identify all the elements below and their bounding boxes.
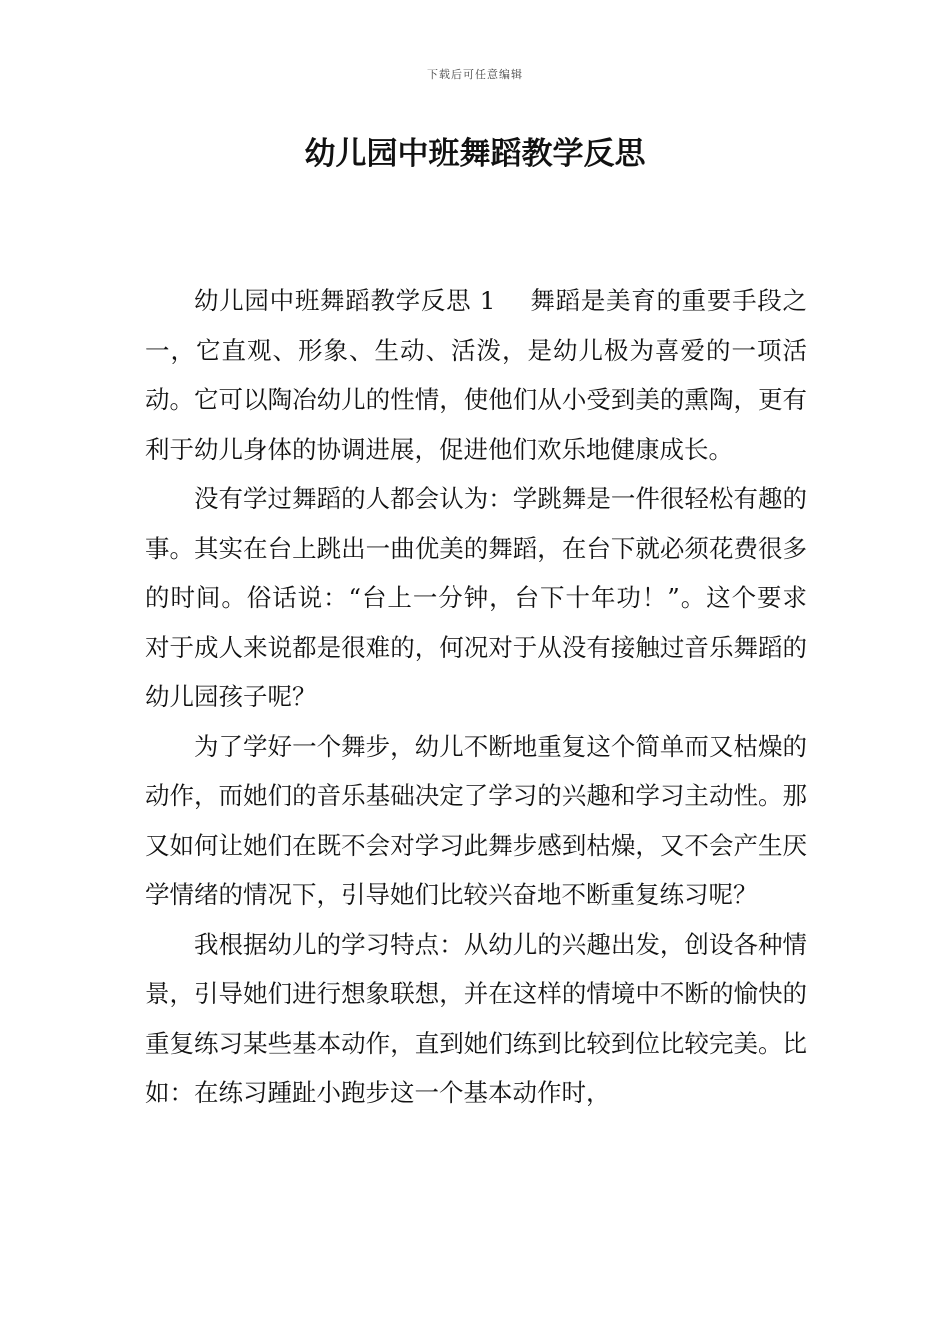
paragraph-3: 为了学好一个舞步，幼儿不断地重复这个简单而又枯燥的动作，而她们的音乐基础决定了学习的兴趣和学习主动性。那又如何让她们在既不会对学习此舞步感到枯燥，又不会产生厌学情绪的情况下，引导她们比较兴奋地不断重复练习呢？ [145, 731, 807, 909]
paragraph-4: 我根据幼儿的学习特点：从幼儿的兴趣出发，创设各种情景，引导她们进行想象联想，并在这样的情境中不断的愉快的重复练习某些基本动作，直到她们练到比较到位比较完美。比如：在练习踵趾小跑步这一个基本动作时， [145, 929, 807, 1107]
header-note: 下载后可任意编辑 [427, 68, 523, 81]
paragraph-1 [145, 276, 807, 474]
section-heading: 幼儿园中班舞蹈教学反思 1 [194, 286, 496, 315]
document-title: 幼儿园中班舞蹈教学反思 [304, 136, 646, 172]
document-body [145, 276, 807, 1118]
paragraph-2: 没有学过舞蹈的人都会认为：学跳舞是一件很轻松有趣的事。其实在台上跳出一曲优美的舞蹈，在台下就必须花费很多的时间。俗话说：“台上一分钟，台下十年功！”。这个要求对于成人来说都是很难的，何况对于从没有接触过音乐舞蹈的幼儿园孩子呢？ [145, 484, 807, 711]
paragraph-1-text: 舞蹈是美育的重要手段之一，它直观、形象、生动、活泼，是幼儿极为喜爱的一项活动。它可以陶冶幼儿的性情，使他们从小受到美的熏陶，更有利于幼儿身体的协调进展，促进他们欢乐地健康成长。 [145, 286, 808, 464]
